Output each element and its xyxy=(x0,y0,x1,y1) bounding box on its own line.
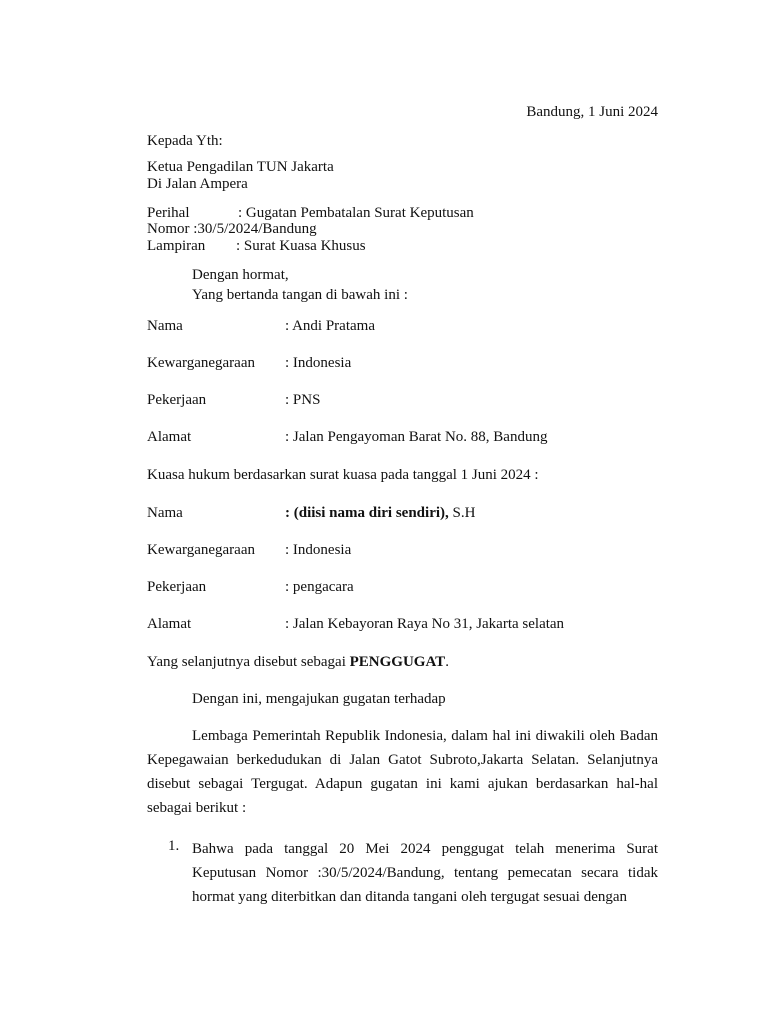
party2-kewarganegaraan-value: : Indonesia xyxy=(285,542,352,558)
tergugat-paragraph: Lembaga Pemerintah Republik Indonesia, dalam hal ini diwakili oleh Badan Kepegawaian berkedudukan di Jalan Gatot Subroto,Jakarta Selatan. Selanjutnya disebut sebagai Tergugat. Adapun gugatan ini kami ajukan berdasarkan hal-hal sebagai berikut : xyxy=(147,728,658,816)
recipient-line-1: Ketua Pengadilan TUN Jakarta xyxy=(147,159,334,175)
party2-alamat-value: : Jalan Kebayoran Raya No 31, Jakarta selatan xyxy=(285,616,565,632)
gugatan-intro: Dengan ini, mengajukan gugatan terhadap xyxy=(192,691,446,707)
party1-pekerjaan-value: : PNS xyxy=(285,392,321,408)
penggugat-line xyxy=(147,654,449,671)
list-item-number: 1. xyxy=(168,838,180,854)
date-line: Bandung, 1 Juni 2024 xyxy=(526,104,658,120)
undersigned-line: Yang bertanda tangan di bawah ini : xyxy=(192,287,408,303)
party1-alamat-value: : Jalan Pengayoman Barat No. 88, Bandung xyxy=(285,429,548,445)
lampiran-label: Lampiran xyxy=(147,238,206,254)
penggugat-suffix: . xyxy=(445,654,449,670)
perihal-label: Perihal xyxy=(147,205,190,221)
party2-pekerjaan-label: Pekerjaan xyxy=(147,579,207,595)
party2-nama-value-bold: : (diisi nama diri sendiri), xyxy=(285,505,449,521)
list-item-text: Bahwa pada tanggal 20 Mei 2024 penggugat telah menerima Surat Keputusan Nomor :30/5/2024/Bandung, tentang pemecatan secara tidak hormat yang diterbitkan dan ditanda tangani oleh tergugat sesuai dengan xyxy=(192,841,658,905)
party1-kewarganegaraan-value: : Indonesia xyxy=(285,355,352,371)
party2-alamat-label: Alamat xyxy=(147,616,192,632)
penggugat-bold: PENGGUGAT xyxy=(349,654,446,670)
lampiran-value: : Surat Kuasa Khusus xyxy=(236,238,366,254)
party1-nama-value: : Andi Pratama xyxy=(285,318,375,334)
party2-pekerjaan-value: : pengacara xyxy=(285,579,354,595)
kuasa-intro: Kuasa hukum berdasarkan surat kuasa pada tanggal 1 Juni 2024 : xyxy=(147,467,539,483)
party2-nama-label: Nama xyxy=(147,505,183,521)
greeting: Dengan hormat, xyxy=(192,267,289,283)
perihal-value: : Gugatan Pembatalan Surat Keputusan xyxy=(238,205,474,221)
party2-nama-value xyxy=(285,505,475,522)
party1-nama-label: Nama xyxy=(147,318,183,334)
perihal-continuation: Nomor :30/5/2024/Bandung xyxy=(147,221,317,237)
party2-nama-value-suffix: S.H xyxy=(448,505,476,521)
party2-kewarganegaraan-label: Kewarganegaraan xyxy=(147,542,255,558)
penggugat-prefix: Yang selanjutnya disebut sebagai xyxy=(147,654,350,670)
party1-alamat-label: Alamat xyxy=(147,429,192,445)
party1-kewarganegaraan-label: Kewarganegaraan xyxy=(147,355,255,371)
salutation-to: Kepada Yth: xyxy=(147,133,223,149)
recipient-line-2: Di Jalan Ampera xyxy=(147,176,248,192)
party1-pekerjaan-label: Pekerjaan xyxy=(147,392,207,408)
